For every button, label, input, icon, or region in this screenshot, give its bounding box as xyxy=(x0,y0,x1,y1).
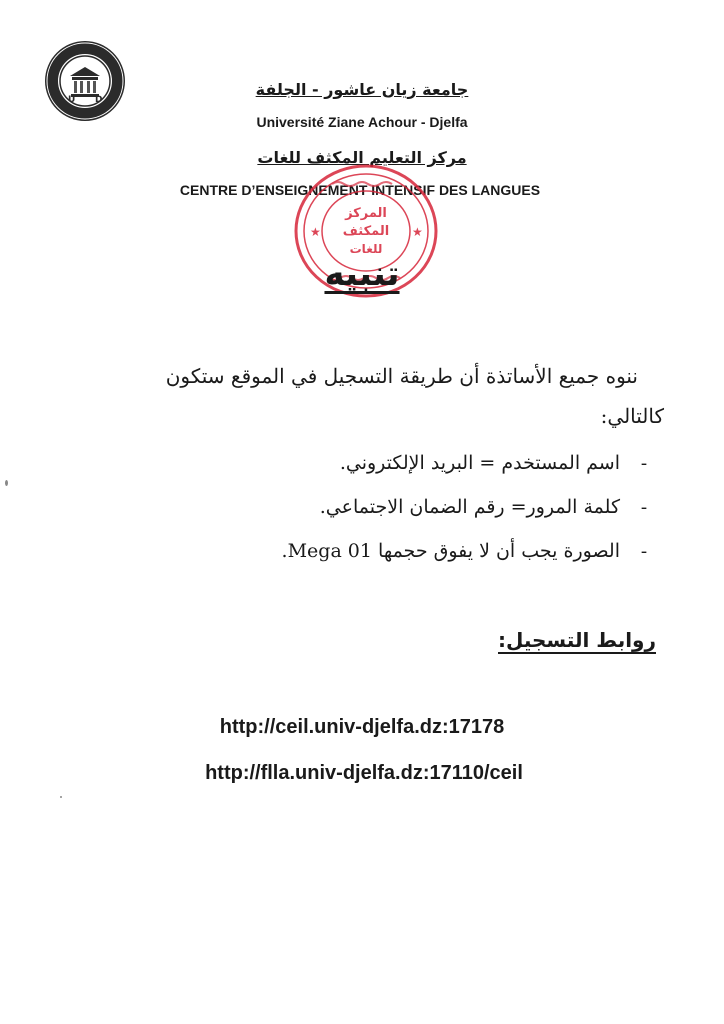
scan-speck xyxy=(5,480,8,486)
bullet-dash: - xyxy=(640,497,648,518)
center-name-fr: CENTRE D’ENSEIGNEMENT INTENSIF DES LANGUES xyxy=(179,182,541,198)
registration-link-2[interactable]: http://flla.univ-djelfa.dz:17110/ceil xyxy=(205,762,523,784)
list-item-text: الصورة يجب أن لا يفوق حجمها Mega 01. xyxy=(281,540,620,562)
list-item xyxy=(282,540,656,562)
seal-letter-u: U xyxy=(68,95,76,105)
center-name-ar: مركز التعليم المكثف للغات xyxy=(257,148,467,167)
link-row-1 xyxy=(0,716,724,739)
university-name-ar: جامعة زيان عاشور - الجلفة xyxy=(255,80,469,99)
intro-line-2: كالتالي: xyxy=(600,404,664,428)
svg-text:★: ★ xyxy=(412,225,423,239)
scan-speck xyxy=(60,796,62,798)
seal-letter-d: D xyxy=(95,95,103,105)
links-heading: روابط التسجيل: xyxy=(498,628,656,652)
bullet-dash: - xyxy=(640,453,648,474)
registration-link-1[interactable]: http://ceil.univ-djelfa.dz:17178 xyxy=(219,716,505,738)
svg-text:★: ★ xyxy=(310,225,321,239)
notice-title: تنبيه xyxy=(324,254,400,294)
link-row-2 xyxy=(2,762,724,785)
stamp-line-3: للغات xyxy=(349,242,383,256)
notice-title-wrap xyxy=(0,254,724,294)
stamp-line-2: المكثف xyxy=(342,224,390,239)
list-item xyxy=(320,496,656,518)
university-name-fr: Université Ziane Achour - Djelfa xyxy=(256,114,468,130)
bullet-dash: - xyxy=(640,541,648,562)
stamp-line-1: المركز xyxy=(345,206,387,221)
list-item-text: كلمة المرور= رقم الضمان الاجتماعي. xyxy=(319,496,620,518)
list-item xyxy=(340,452,656,474)
links-heading-wrap xyxy=(498,628,656,652)
intro-line-1: ننوه جميع الأساتذة أن طريقة التسجيل في الموقع ستكون xyxy=(165,364,638,388)
list-item-text: اسم المستخدم = البريد الإلكتروني. xyxy=(339,452,620,474)
